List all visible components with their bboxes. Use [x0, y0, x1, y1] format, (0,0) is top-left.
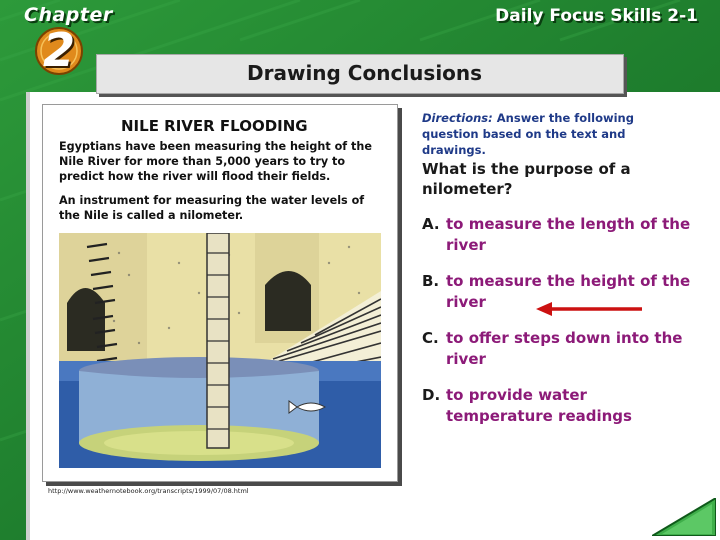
card-paragraph-2 — [59, 193, 377, 223]
card-title: NILE RIVER FLOODING — [121, 117, 308, 135]
next-slide-button[interactable] — [652, 498, 716, 536]
question-text: What is the purpose of a nilometer? — [422, 160, 631, 198]
nilometer-term: nilometer — [179, 209, 239, 222]
answer-letter: A. — [422, 215, 440, 233]
card-paragraph-2-prefix: An instrument for measuring the water levels of the Nile is called a — [59, 194, 365, 222]
answer-text: to provide water temperature readings — [446, 386, 632, 425]
chapter-label: Chapter — [24, 4, 113, 26]
directions-text — [422, 110, 692, 158]
daily-focus-skills-label: Daily Focus Skills 2-1 — [495, 6, 698, 26]
card-paragraph-1: Egyptians have been measuring the height of the Nile River for more than 5,000 years to try to predict how the river will flood their fields. — [59, 140, 372, 183]
source-url: http://www.weathernotebook.org/transcripts/1999/07/08.html — [48, 487, 249, 495]
answer-letter: B. — [422, 272, 440, 290]
chapter-number-badge — [34, 23, 84, 77]
slide-title: Drawing Conclusions — [247, 61, 483, 85]
answer-letter: C. — [422, 329, 439, 347]
answer-text: to measure the height of the river — [446, 272, 691, 311]
directions-lead: Directions: — [422, 111, 493, 125]
nile-flooding-card — [42, 104, 398, 482]
slide-title-bar — [96, 54, 624, 94]
chapter-number: 2 — [42, 23, 75, 77]
card-paragraph-2-suffix: . — [238, 209, 244, 222]
directions-body: Answer the following question based on the text and drawings. — [422, 111, 634, 157]
correct-answer-arrow-icon — [536, 302, 644, 316]
answer-text: to offer steps down into the river — [446, 329, 683, 368]
nilometer-illustration — [59, 233, 381, 468]
answer-text: to measure the length of the river — [446, 215, 691, 254]
answer-letter: D. — [422, 386, 441, 404]
